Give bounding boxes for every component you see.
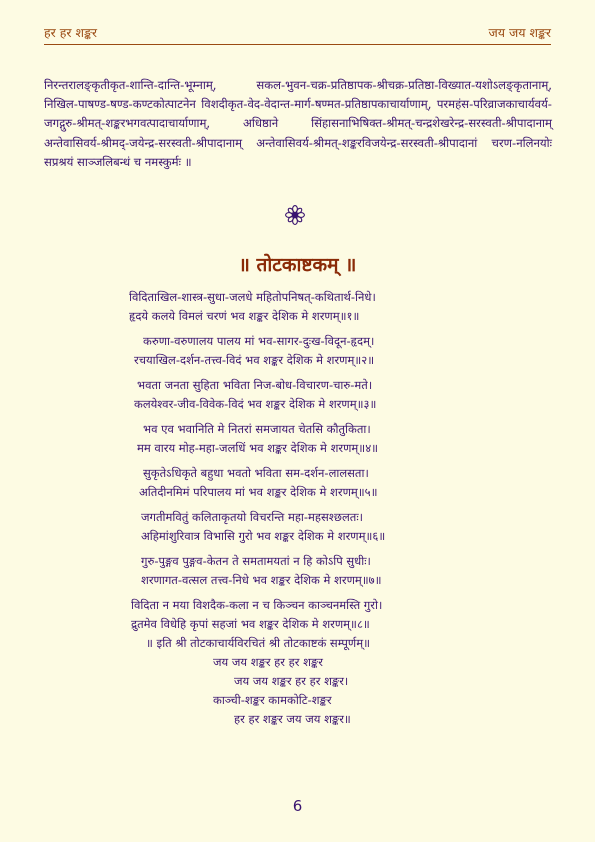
- verse-line: कलयेश्वर-जीव-विवेक-विदं भव शङ्कर देशिक मे शरणम्॥३॥: [134, 397, 377, 411]
- verse-list: [0, 288, 595, 729]
- header-left-text: हर हर शङ्कर: [44, 25, 97, 40]
- closing-line: काञ्ची-शङ्कर कामकोटि-शङ्कर: [213, 693, 332, 707]
- header-divider: [44, 44, 551, 45]
- verse-line: मम वारय मोह-महा-जलधिं भव शङ्कर देशिक मे शरणम्॥४॥: [137, 441, 379, 455]
- verse-line: करुणा-वरुणालय पालय मां भव-सागर-दुःख-विदून-हृदम्।: [143, 334, 375, 348]
- verse-line: जगतीमवितुं कलिताकृतयो विचरन्ति महा-महसश्छलतः।: [141, 510, 363, 524]
- closing-line: हर हर शङ्कर जय जय शङ्कर॥: [234, 712, 351, 726]
- verse-line: सुकृतेऽधिकृते बहुधा भवतो भविता सम-दर्शन-लालसता।: [143, 466, 369, 480]
- closing-line: जय जय शङ्कर हर हर शङ्कर।: [234, 674, 349, 688]
- intro-paragraph: निरन्तरालङ्कृतीकृत-शान्ति-दान्ति-भूम्नाम्, सकल-भुवन-चक्र-प्रतिष्ठापक-श्रीचक्र-प्रतिष्ठा-विख्यात-यशोऽलङ्कृतानाम्, निखिल-पाषण्ड-षण्ड-कण्टकोत्पाटनेन विशदीकृत-वेद-वेदान्त-मार्ग-षण्मत-प्रतिष्ठापकाचार्याणाम्, परमहंस-परिव्राजकाचार्यवर्य-जगद्गुरु-श्रीमत्-शङ्करभगवत्पादाचार्याणाम्, अधिष्ठाने सिंहासनाभिषिक्त-श्रीमत्-चन्द्रशेखरेन्द्र-सरस्वती-श्रीपादानाम् अन्तेवासिवर्य-श्रीमद्-जयेन्द्र-सरस्वती-श्रीपादानाम् अन्तेवासिवर्य-श्रीमत्-शङ्करविजयेन्द्र-सरस्वती-श्रीपादानां चरण-नलिनयोः सप्रश्रयं साञ्जलिबन्धं च नमस्कुर्मः ॥: [44, 78, 552, 169]
- verse-line: शरणागत-वत्सल तत्त्व-निधे भव शङ्कर देशिक मे शरणम्॥७॥: [141, 573, 382, 587]
- verse-7: [0, 552, 595, 590]
- hymn-title: ॥ तोटकाष्टकम् ॥: [238, 254, 357, 276]
- verse-2: [0, 332, 595, 370]
- verse-line: विदिताखिल-शास्त्र-सुधा-जलधे महितोपनिषत्-कथितार्थ-निधे।: [129, 290, 376, 304]
- verse-line: गुरु-पुङ्गव पुङ्गव-केतन ते समतामयतां न हि कोऽपि सुधीः।: [141, 554, 371, 568]
- colophon-text: ॥ इति श्री तोटकाचार्यविरचितं श्री तोटकाष्टकं सम्पूर्णम्॥: [146, 636, 370, 650]
- verse-line: रचयाखिल-दर्शन-तत्त्व-विदं भव शङ्कर देशिक मे शरणम्॥२॥: [134, 353, 375, 367]
- flower-ornament-icon: [284, 204, 306, 226]
- verse-6: [0, 508, 595, 546]
- verse-1: [0, 288, 595, 326]
- verse-4: [0, 420, 595, 458]
- verse-line: विदिता न मया विशदैक-कला न च किञ्चन काञ्चनमस्ति गुरो।: [131, 598, 383, 612]
- verse-line: द्रुतमेव विधेहि कृपां सहजां भव शङ्कर देशिक मे शरणम्॥८॥: [131, 617, 370, 631]
- verse-5: [0, 464, 595, 502]
- verse-8: [0, 596, 595, 634]
- verse-line: भव एव भवानिति मे नितरां समजायत चेतसि कौतुकिता।: [143, 422, 371, 436]
- verse-line: अतिदीनमिमं परिपालय मां भव शङ्कर देशिक मे शरणम्॥५॥: [139, 485, 378, 499]
- verse-line: हृदये कलये विमलं चरणं भव शङ्कर देशिक मे शरणम्॥१॥: [129, 309, 360, 323]
- header-right-text: जय जय शङ्कर: [488, 25, 551, 40]
- verse-line: अहिमांशुरिवात्र विभासि गुरो भव शङ्कर देशिक मे शरणम्॥६॥: [141, 529, 386, 543]
- page-number: 6: [292, 797, 303, 815]
- closing-line: जय जय शङ्कर हर हर शङ्कर: [213, 655, 323, 669]
- verse-line: भवता जनता सुहिता भविता निज-बोध-विचारण-चारु-मते।: [137, 378, 373, 392]
- verse-3: [0, 376, 595, 414]
